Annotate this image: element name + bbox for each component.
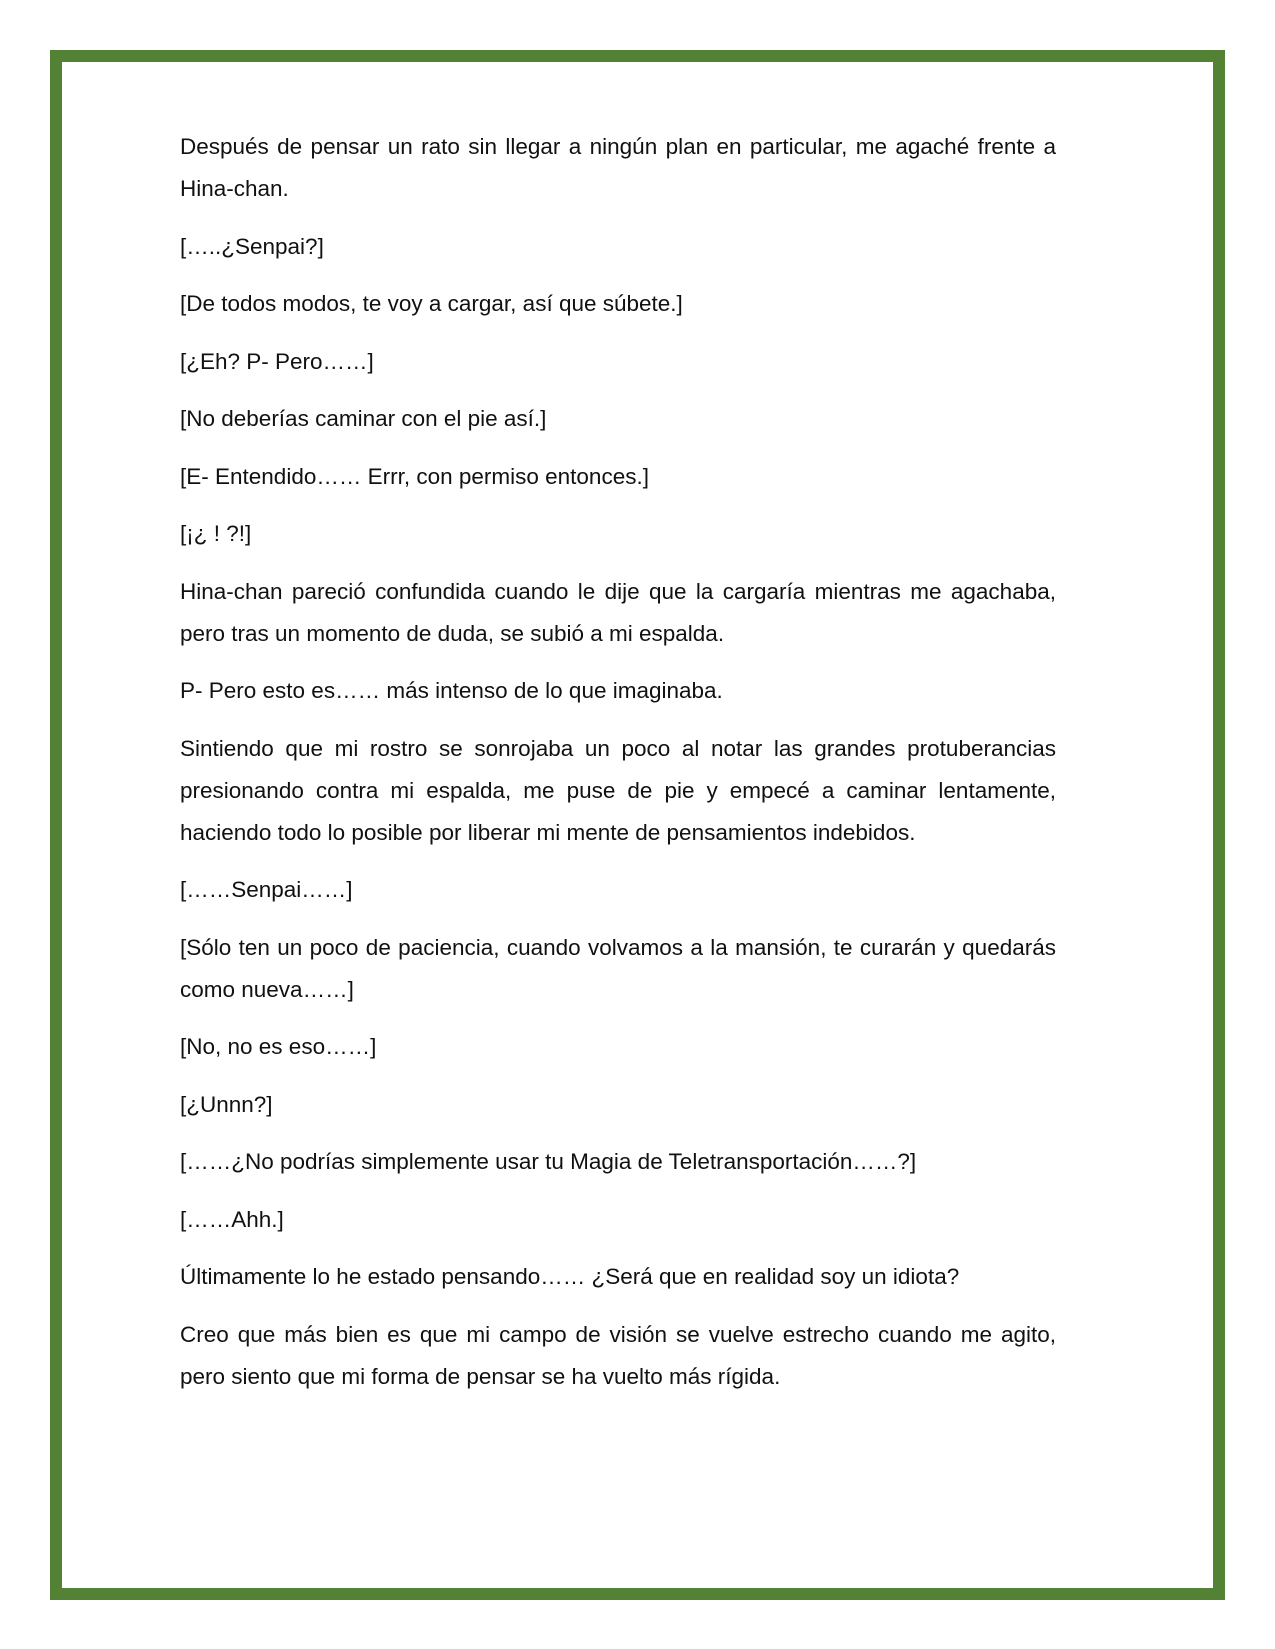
paragraph-dialogue: [……Ahh.]	[180, 1206, 284, 1232]
paragraph-dialogue: […..¿Senpai?]	[180, 233, 324, 259]
page-frame	[50, 50, 1225, 1600]
paragraph-narration: Creo que más bien es que mi campo de visión se vuelve estrecho cuando me agito, pero siento que mi forma de pensar se ha vuelto más rígida.	[180, 1321, 1056, 1389]
paragraph-dialogue: [……Senpai……]	[180, 877, 353, 902]
paragraph-narration: Últimamente lo he estado pensando…… ¿Será que en realidad soy un idiota?	[180, 1264, 960, 1289]
paragraph-dialogue: [¿Eh? P- Pero……]	[180, 348, 374, 374]
paragraph-narration: P- Pero esto es…… más intenso de lo que imaginaba.	[180, 678, 723, 703]
paragraph-dialogue: [Sólo ten un poco de paciencia, cuando volvamos a la mansión, te curarán y quedarás como nueva……]	[180, 934, 1056, 1002]
paragraph-narration: Hina-chan pareció confundida cuando le dije que la cargaría mientras me agachaba, pero tras un momento de duda, se subió a mi espalda.	[180, 578, 1056, 646]
paragraph-dialogue: [E- Entendido…… Errr, con permiso entonces.]	[180, 463, 649, 489]
paragraph-dialogue: [No, no es eso……]	[180, 1034, 377, 1059]
paragraph-dialogue: [No deberías caminar con el pie así.]	[180, 406, 547, 431]
paragraph-dialogue: [¡¿ ! ?!]	[180, 521, 252, 546]
document-body	[180, 126, 1056, 1413]
paragraph-dialogue: [……¿No podrías simplemente usar tu Magia de Teletransportación……?]	[180, 1149, 917, 1174]
paragraph-dialogue: [¿Unnn?]	[180, 1091, 273, 1117]
paragraph-narration: Sintiendo que mi rostro se sonrojaba un poco al notar las grandes protuberancias presionando contra mi espalda, me puse de pie y empecé a caminar lentamente, haciendo todo lo posible por liberar mi mente de pensamientos indebidos.	[180, 735, 1056, 845]
paragraph-narration: Después de pensar un rato sin llegar a ningún plan en particular, me agaché frente a Hina-chan.	[180, 134, 1056, 201]
paragraph-dialogue: [De todos modos, te voy a cargar, así que súbete.]	[180, 291, 683, 316]
